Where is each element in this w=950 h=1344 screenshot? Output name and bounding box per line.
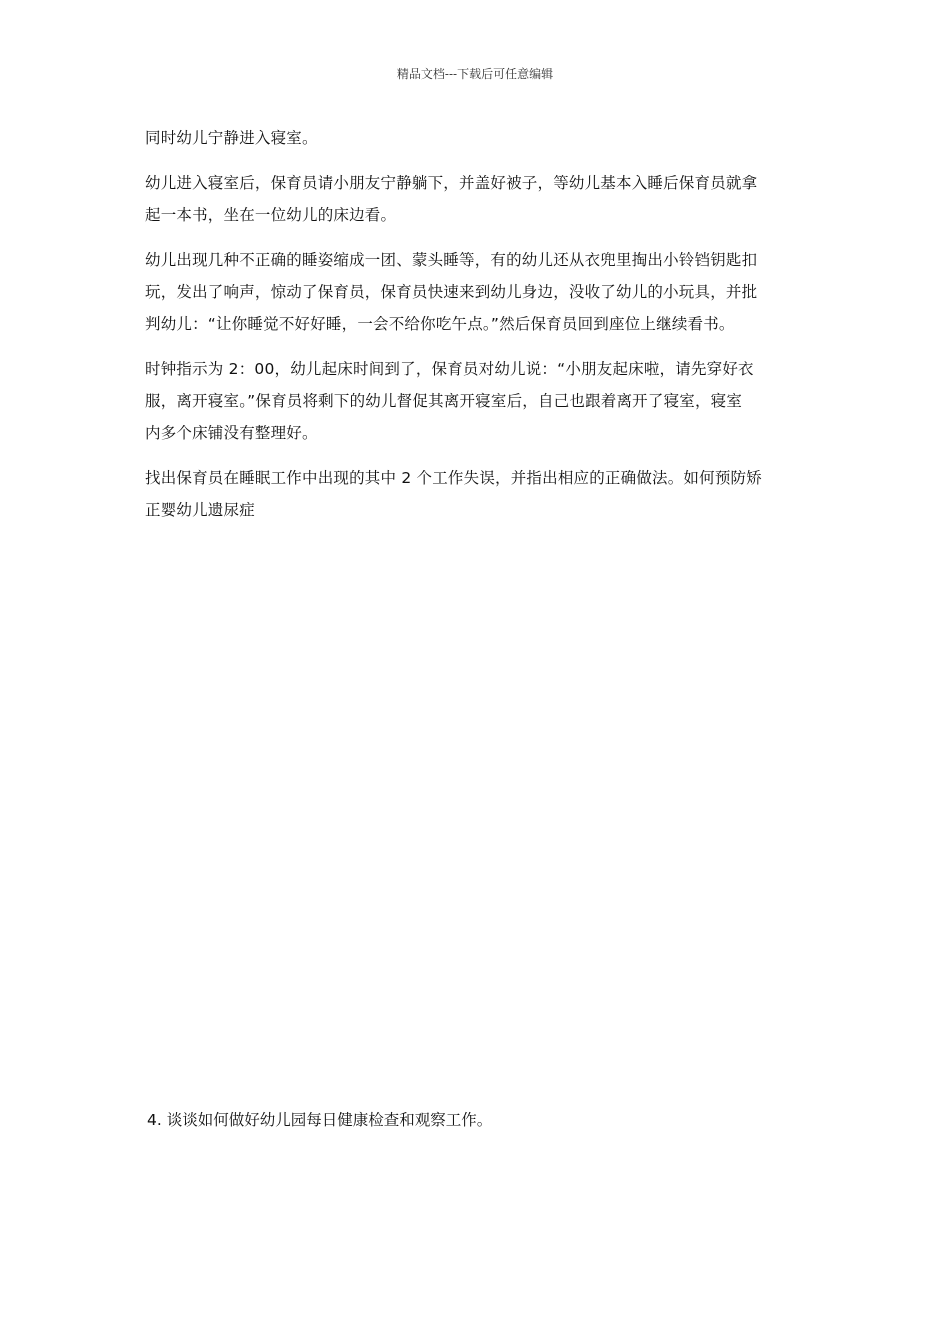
paragraph-line: 正婴幼儿遗尿症 <box>145 501 255 519</box>
paragraph-4 <box>145 353 807 449</box>
paragraph-line: 玩，发出了响声，惊动了保育员，保育员快速来到幼儿身边，没收了幼儿的小玩具，并批 <box>145 283 758 301</box>
paragraph-2 <box>145 167 807 231</box>
page-header: 精品文档---下载后可任意编辑 <box>396 67 554 81</box>
paragraph-1 <box>145 122 807 154</box>
paragraph-line: 判幼儿：“让你睡觉不好好睡，一会不给你吃午点。”然后保育员回到座位上继续看书。 <box>145 315 735 333</box>
paragraph-line: 内多个床铺没有整理好。 <box>145 424 318 442</box>
paragraph-line: 幼儿出现几种不正确的睡姿缩成一团、蒙头睡等，有的幼儿还从衣兜里掏出小铃铛钥匙扣 <box>145 251 758 269</box>
paragraph-3 <box>145 244 807 340</box>
question-4: 4. 谈谈如何做好幼儿园每日健康检查和观察工作。 <box>147 1111 493 1129</box>
paragraph-line: 找出保育员在睡眠工作中出现的其中 2 个工作失误，并指出相应的正确做法。如何预防矫 <box>145 469 762 487</box>
document-body <box>145 122 807 539</box>
paragraph-line: 时钟指示为 2：00，幼儿起床时间到了，保育员对幼儿说：“小朋友起床啦，请先穿好衣 <box>145 360 754 378</box>
paragraph-line: 幼儿进入寝室后，保育员请小朋友宁静躺下，并盖好被子，等幼儿基本入睡后保育员就拿 <box>145 174 758 192</box>
paragraph-line: 起一本书，坐在一位幼儿的床边看。 <box>145 206 397 224</box>
paragraph-line: 同时幼儿宁静进入寝室。 <box>145 129 318 147</box>
paragraph-5-question <box>145 462 807 526</box>
paragraph-line: 服，离开寝室。”保育员将剩下的幼儿督促其离开寝室后，自己也跟着离开了寝室，寝室 <box>145 392 743 410</box>
